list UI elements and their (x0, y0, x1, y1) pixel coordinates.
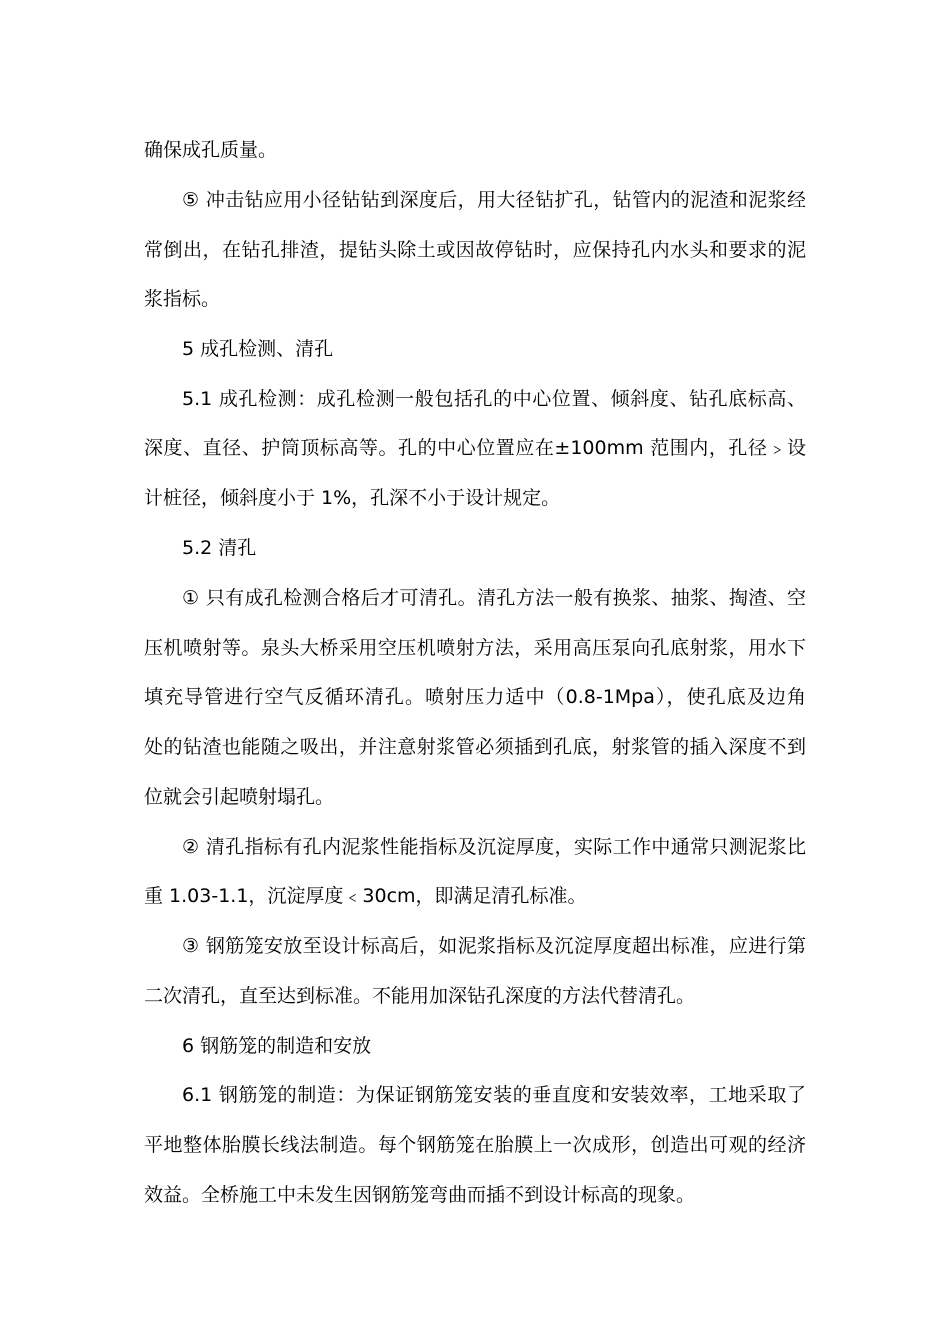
paragraph-line: ② 清孔指标有孔内泥浆性能指标及沉淀厚度，实际工作中通常只测泥浆比 (182, 836, 806, 858)
paragraph-line: 5.1 成孔检测：成孔检测一般包括孔的中心位置、倾斜度、钻孔底标高、 (182, 388, 806, 410)
paragraph-line: 确保成孔质量。 (144, 139, 278, 161)
paragraph-line: 计桩径，倾斜度小于 1%，孔深不小于设计规定。 (144, 487, 561, 509)
paragraph-line: 压机喷射等。泉头大桥采用空压机喷射方法，采用高压泵向孔底射浆，用水下 (144, 637, 806, 659)
paragraph-line: 二次清孔，直至达到标准。不能用加深钻孔深度的方法代替清孔。 (144, 985, 696, 1007)
paragraph-line: 位就会引起喷射塌孔。 (144, 786, 335, 808)
paragraph-line: 浆指标。 (144, 288, 221, 310)
section-heading: 5.2 清孔 (182, 537, 257, 559)
section-heading: 5 成孔检测、清孔 (182, 338, 334, 360)
paragraph-line: ③ 钢筋笼安放至设计标高后，如泥浆指标及沉淀厚度超出标准，应进行第 (182, 935, 806, 957)
paragraph-line: 重 1.03-1.1，沉淀厚度﹤30cm，即满足清孔标准。 (144, 885, 587, 907)
paragraph-line: 效益。全桥施工中未发生因钢筋笼弯曲而插不到设计标高的现象。 (144, 1184, 696, 1206)
paragraph-line: 6.1 钢筋笼的制造：为保证钢筋笼安装的垂直度和安装效率，工地采取了 (182, 1084, 806, 1106)
paragraph-line: 处的钻渣也能随之吸出，并注意射浆管必须插到孔底，射浆管的插入深度不到 (144, 736, 806, 758)
paragraph-line: 填充导管进行空气反循环清孔。喷射压力适中（0.8-1Mpa），使孔底及边角 (144, 686, 806, 708)
section-heading: 6 钢筋笼的制造和安放 (182, 1035, 372, 1057)
paragraph-line: ① 只有成孔检测合格后才可清孔。清孔方法一般有换浆、抽浆、掏渣、空 (182, 587, 806, 609)
paragraph-line: 常倒出，在钻孔排渣，提钻头除土或因故停钻时，应保持孔内水头和要求的泥 (144, 239, 806, 261)
paragraph-line: 深度、直径、护筒顶标高等。孔的中心位置应在±100mm 范围内，孔径﹥设 (144, 437, 806, 459)
paragraph-line: 平地整体胎膜长线法制造。每个钢筋笼在胎膜上一次成形，创造出可观的经济 (144, 1134, 806, 1156)
paragraph-line: ⑤ 冲击钻应用小径钻钻到深度后，用大径钻扩孔，钻管内的泥渣和泥浆经 (182, 189, 806, 211)
